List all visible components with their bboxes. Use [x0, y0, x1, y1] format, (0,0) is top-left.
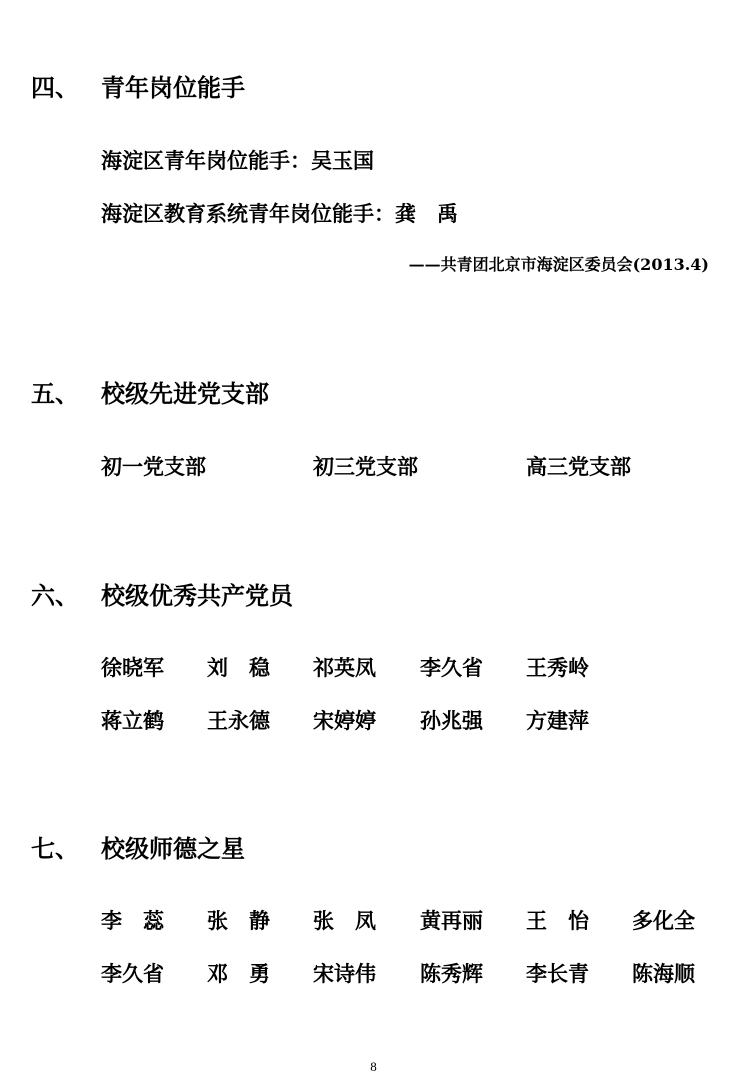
party-branch: 初三党支部 [313, 455, 418, 479]
award-line-education: 海淀区教育系统青年岗位能手：龚 禹 [101, 202, 458, 226]
teacher-name: 李久省 [101, 962, 164, 986]
teacher-name: 李 蕊 [101, 909, 164, 933]
member-name: 祁英凤 [313, 656, 376, 680]
teacher-name: 张 凤 [313, 909, 376, 933]
section-5-title: 校级先进党支部 [101, 380, 269, 408]
section-6-number: 六、 [31, 582, 79, 610]
teacher-name: 陈秀辉 [420, 962, 483, 986]
teacher-name: 宋诗伟 [313, 962, 376, 986]
teacher-name: 黄再丽 [420, 909, 483, 933]
member-name: 蒋立鹤 [101, 709, 164, 733]
member-name: 王秀岭 [526, 656, 589, 680]
teacher-name: 王 怡 [526, 909, 589, 933]
member-name: 方建萍 [526, 709, 589, 733]
member-name: 李久省 [420, 656, 483, 680]
member-name: 徐晓军 [101, 656, 164, 680]
party-branch: 高三党支部 [526, 455, 631, 479]
award-source: ——共青团北京市海淀区委员会(2013.4) [408, 255, 709, 274]
member-name: 王永德 [207, 709, 270, 733]
member-name: 刘 稳 [207, 656, 270, 680]
member-name: 宋婷婷 [313, 709, 376, 733]
section-7-title: 校级师德之星 [101, 835, 245, 863]
teacher-name: 邓 勇 [207, 962, 270, 986]
page-number: 8 [370, 1059, 377, 1074]
award-line-district: 海淀区青年岗位能手：吴玉国 [101, 149, 374, 173]
teacher-name: 陈海顺 [632, 962, 695, 986]
section-4-title: 青年岗位能手 [101, 74, 245, 102]
party-branch: 初一党支部 [101, 455, 206, 479]
teacher-name: 张 静 [207, 909, 270, 933]
teacher-name: 多化全 [632, 909, 695, 933]
section-6-title: 校级优秀共产党员 [101, 582, 293, 610]
section-5-number: 五、 [31, 380, 79, 408]
member-name: 孙兆强 [420, 709, 483, 733]
section-4-number: 四、 [31, 74, 79, 102]
section-7-number: 七、 [31, 835, 79, 863]
teacher-name: 李长青 [526, 962, 589, 986]
